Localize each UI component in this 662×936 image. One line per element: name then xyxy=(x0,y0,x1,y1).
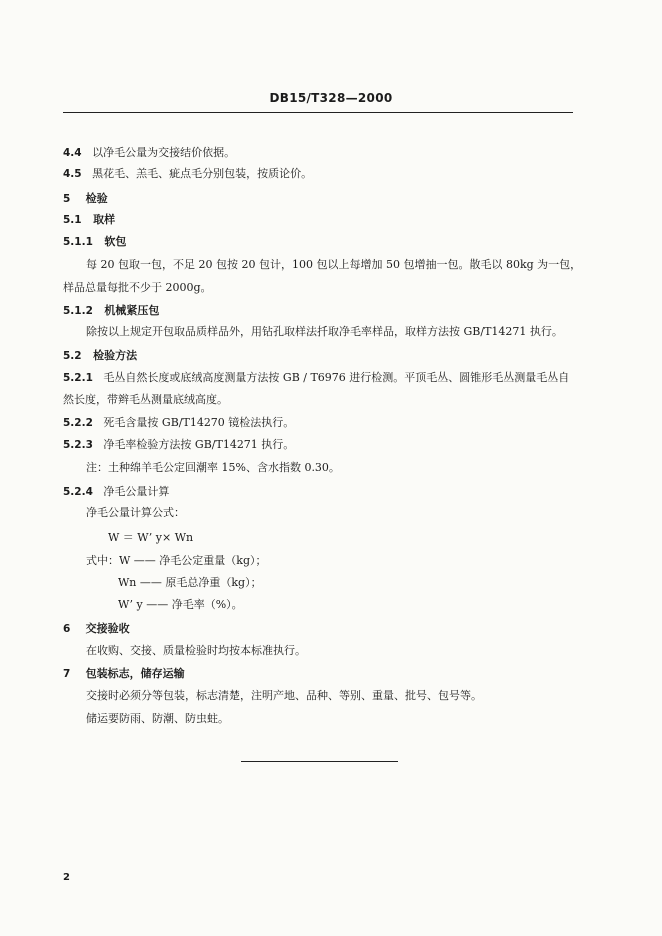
paragraph-line: 除按以上规定开包取品质样品外，用钻孔取样法扦取净毛率样品，取样方法按 GB/T14271 执行。 xyxy=(86,325,563,338)
clause-5-2-4: 5.2.4 净毛公量计算 xyxy=(63,485,170,498)
header-divider xyxy=(63,112,573,113)
section-5-1-2-heading: 5.1.2 机械紧压包 xyxy=(63,304,160,317)
clause-5-2-1: 5.2.1 毛丛自然长度或底绒高度测量方法按 GB / T6976 进行检测。平顶毛丛、圆锥形毛丛测量毛丛自 xyxy=(63,371,570,384)
clause-5-2-3: 5.2.3 净毛率检验方法按 GB/T14271 执行。 xyxy=(63,438,295,451)
paragraph-line: 在收购、交接、质量检验时均按本标准执行。 xyxy=(86,644,306,657)
formula-legend: Wn —— 原毛总净重（kg）； xyxy=(118,576,262,589)
section-5-2-heading: 5.2 检验方法 xyxy=(63,349,138,362)
paragraph-line: 每 20 包取一包，不足 20 包按 20 包计，100 包以上每增加 50 包增抽一包。散毛以 80kg 为一包， xyxy=(86,258,582,271)
section-7-heading: 7 包装标志，储存运输 xyxy=(63,667,185,680)
clause-4-5: 4.5 黑花毛、羔毛、疵点毛分别包装，按质论价。 xyxy=(63,167,313,180)
standard-code: DB15/T328—2000 xyxy=(269,91,393,105)
paragraph-line: 储运要防雨、防潮、防虫蛀。 xyxy=(86,712,229,725)
paragraph-line: 交接时必须分等包装，标志清楚，注明产地、品种、等别、重量、批号、包号等。 xyxy=(86,689,482,702)
section-5-1-heading: 5.1 取样 xyxy=(63,213,116,226)
note-line: 注：土种绵羊毛公定回潮率 15%、含水指数 0.30。 xyxy=(86,461,340,474)
page-number: 2 xyxy=(63,872,70,883)
end-divider xyxy=(241,761,398,762)
formula-legend: W’ y —— 净毛率（%）。 xyxy=(118,598,243,611)
formula-intro: 净毛公量计算公式： xyxy=(86,506,185,519)
paragraph-line: 然长度，带辫毛丛测量底绒高度。 xyxy=(63,393,228,406)
section-5-heading: 5 检验 xyxy=(63,192,108,205)
clause-4-4: 4.4 以净毛公量为交接结价依据。 xyxy=(63,146,236,159)
clause-5-2-2: 5.2.2 死毛含量按 GB/T14270 镜检法执行。 xyxy=(63,416,295,429)
paragraph-line: 样品总量每批不少于 2000g。 xyxy=(63,281,212,294)
section-6-heading: 6 交接验收 xyxy=(63,622,130,635)
formula-legend: 式中：W —— 净毛公定重量（kg）； xyxy=(86,554,267,567)
section-5-1-1-heading: 5.1.1 软包 xyxy=(63,235,127,248)
formula: W ＝ W’ y× Wn xyxy=(108,531,194,544)
